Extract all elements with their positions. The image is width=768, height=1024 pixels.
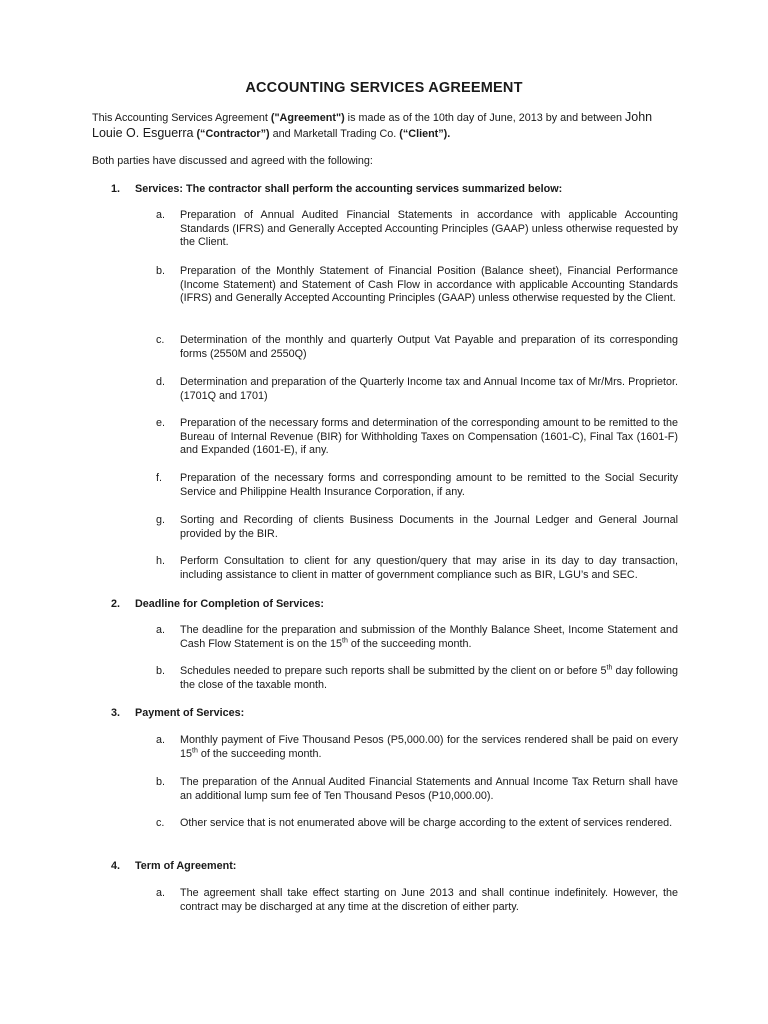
intro-text-3: and Marketall Trading Co. bbox=[269, 128, 400, 140]
item-text: The preparation of the Annual Audited Financial Statements and Annual Income Tax Return shall have an additional lump sum fee of Ten Thousand Pesos (P10,000.00). bbox=[180, 776, 678, 802]
contractor-term: (“Contractor”) bbox=[193, 128, 270, 140]
item-label: a. bbox=[156, 209, 166, 221]
list-item bbox=[156, 665, 678, 692]
item-label: a. bbox=[156, 887, 166, 899]
item-text-post: of the succeeding month. bbox=[197, 747, 322, 760]
item-text: Perform Consultation to client for any question/query that may arise in its day to day transaction, including assistance to client in matter of government compliance such as BIR, LGU’s and SEC. bbox=[180, 555, 678, 581]
item-label: b. bbox=[156, 665, 166, 677]
list-item bbox=[156, 555, 678, 582]
item-label: d. bbox=[156, 376, 166, 388]
item-text-pre: The deadline for the preparation and submission of the Monthly Balance Sheet, Income Statement and Cash Flow Statement is on the 15 bbox=[180, 624, 678, 650]
item-label: a. bbox=[156, 624, 166, 636]
item-text: The agreement shall take effect starting on June 2013 and shall continue indefinitely. However, the contract may be discharged at any time at the discretion of either party. bbox=[180, 887, 678, 913]
list-item bbox=[156, 624, 678, 651]
section-number: 3. bbox=[111, 707, 121, 719]
item-label: g. bbox=[156, 514, 166, 526]
list-item bbox=[156, 334, 678, 361]
section-2-heading bbox=[111, 597, 681, 611]
item-label: h. bbox=[156, 555, 166, 567]
intro-text-1: This Accounting Services Agreement bbox=[92, 112, 271, 124]
section-heading-text: Term of Agreement: bbox=[135, 860, 237, 872]
list-item bbox=[156, 265, 678, 306]
list-item bbox=[156, 417, 678, 458]
list-item bbox=[156, 817, 678, 831]
list-item bbox=[156, 209, 678, 250]
list-item bbox=[156, 776, 678, 803]
section-heading-text: Deadline for Completion of Services: bbox=[135, 598, 324, 610]
section-number: 2. bbox=[111, 598, 121, 610]
section-heading-text: Services: The contractor shall perform the accounting services summarized below: bbox=[135, 183, 563, 195]
item-text-pre: Monthly payment of Five Thousand Pesos (P5,000.00) for the services rendered shall be paid on every 15 bbox=[180, 734, 678, 760]
item-label: c. bbox=[156, 334, 165, 346]
both-parties-line: Both parties have discussed and agreed with the following: bbox=[92, 155, 373, 167]
section-4-heading bbox=[111, 859, 681, 873]
item-label: b. bbox=[156, 265, 166, 277]
list-item bbox=[156, 887, 678, 914]
item-text: Preparation of the Monthly Statement of Financial Position (Balance sheet), Financial Performance (Income Statement) and Statement of Cash Flow in accordance with applicable Accounting Standards (IFRS) and Generally Accepted Accounting Principles (GAAP) unless otherwise requested by the Client. bbox=[180, 265, 678, 305]
item-label: b. bbox=[156, 776, 166, 788]
client-term: (“Client”). bbox=[399, 128, 451, 140]
item-text-pre: Schedules needed to prepare such reports shall be submitted by the client on or before 5 bbox=[180, 665, 607, 677]
list-item bbox=[156, 734, 678, 761]
ordinal-suffix: th bbox=[342, 637, 348, 644]
list-item bbox=[156, 472, 678, 499]
item-label: e. bbox=[156, 417, 166, 429]
item-text: Determination of the monthly and quarterly Output Vat Payable and preparation of its corresponding forms (2550M and 2550Q) bbox=[180, 334, 678, 360]
item-text-post: day following the close of the taxable month. bbox=[180, 665, 678, 691]
section-number: 4. bbox=[111, 860, 121, 872]
section-heading-text: Payment of Services: bbox=[135, 707, 245, 719]
item-text bbox=[180, 624, 678, 651]
section-3-heading bbox=[111, 706, 681, 720]
item-text bbox=[180, 665, 678, 692]
item-label: a. bbox=[156, 734, 166, 746]
section-1-heading bbox=[111, 182, 681, 196]
item-text: Preparation of the necessary forms and determination of the corresponding amount to be remitted to the Bureau of Internal Revenue (BIR) for Withholding Taxes on Compensation (1601-C), Final Tax (1601-F) and Expanded (1601-E), if any. bbox=[180, 417, 678, 457]
document-title: ACCOUNTING SERVICES AGREEMENT bbox=[245, 80, 523, 96]
section-number: 1. bbox=[111, 183, 121, 195]
item-text: Other service that is not enumerated above will be charge according to the extent of services rendered. bbox=[180, 817, 673, 829]
item-text: Preparation of the necessary forms and corresponding amount to be remitted to the Social Security Service and Philippine Health Insurance Corporation, if any. bbox=[180, 472, 678, 498]
item-text: Preparation of Annual Audited Financial Statements in accordance with applicable Accounting Standards (IFRS) and Generally Accepted Accounting Principles (GAAP) unless otherwise requested by the Client. bbox=[180, 209, 678, 249]
item-text: Determination and preparation of the Quarterly Income tax and Annual Income tax of Mr/Mrs. Proprietor. (1701Q and 1701) bbox=[180, 376, 678, 402]
intro-text-2: is made as of the 10th day of June, 2013 by and between bbox=[344, 112, 625, 124]
item-label: c. bbox=[156, 817, 165, 829]
contractor-name: John Louie O. Esguerra bbox=[92, 110, 653, 140]
item-label: f. bbox=[156, 472, 162, 484]
ordinal-suffix: th bbox=[606, 664, 613, 672]
agreement-term: ("Agreement") bbox=[270, 112, 345, 124]
list-item bbox=[156, 376, 678, 403]
ordinal-suffix: th bbox=[192, 747, 198, 754]
intro-paragraph bbox=[92, 110, 680, 142]
item-text-post: of the succeeding month. bbox=[347, 637, 472, 650]
list-item bbox=[156, 514, 678, 541]
item-text bbox=[180, 734, 678, 761]
item-text: Sorting and Recording of clients Business Documents in the Journal Ledger and General Journal provided by the BIR. bbox=[180, 514, 678, 540]
